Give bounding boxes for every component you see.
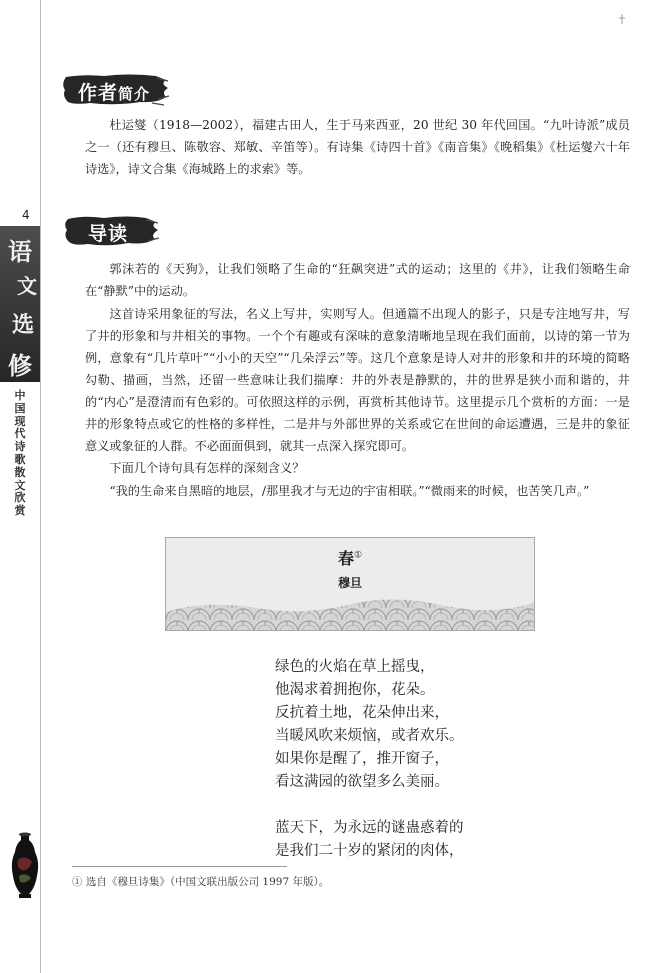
author-paragraph: 杜运燮（1918—2002），福建古田人，生于马来西亚，20 世纪 30 年代回国。“九叶诗派”成员之一（还有穆旦、陈敬容、郑敏、辛笛等）。有诗集《诗四十首》《南音集》《晚稻集》《杜运燮六十年诗选》，诗文合集《海城路上的求索》等。 bbox=[85, 118, 630, 176]
footnote-marker: ① bbox=[353, 550, 363, 561]
corner-mark bbox=[618, 14, 626, 24]
poem-line: 蓝天下，为永远的谜蛊惑着的 bbox=[275, 820, 464, 836]
poem-title-text: 春 bbox=[337, 549, 354, 568]
book-subtitle-vertical: 中国现代诗歌散文欣赏 bbox=[14, 389, 26, 518]
poem-header-box bbox=[165, 537, 535, 631]
guide-paragraph: 这首诗采用象征的写法，名义上写井，实则写人。但通篇不出现人的影子，只是专注地写井，写了井的形象和与井相关的事物。一个个有趣或有深味的意象清晰地呈现在我们面前，以诗的第一节为例，意象有“几片草叶”“小小的天空”“几朵浮云”等。这几个意象是诗人对井的形象和井的环境的简略勾勒、描画，当然，还留一些意味让我们揣摩：井的外表是静默的，井的世界是狭小而和谐的，井的“内心”是澄清而有色彩的。可依照这样的示例，再赏析其他诗节。这里提示几个赏析的方面：一是井的形象特点或它的性格的多样性，二是井与外部世界的关系或它在世间的命运遭遇，三是井的象征意义或象征的人群。不必面面俱到，就其一点深入探究即可。 bbox=[85, 307, 630, 453]
stanza-break bbox=[275, 794, 464, 817]
poem-line: 看这满园的欲望多么美丽。 bbox=[275, 774, 449, 790]
heading-text: 简介 bbox=[118, 85, 151, 103]
poem-line: 当暖风吹来烦恼，或者欢乐。 bbox=[275, 728, 464, 744]
side-band-char: 选 bbox=[12, 312, 35, 338]
side-band-char: 语 bbox=[8, 237, 32, 266]
poem-line: 是我们二十岁的紧闭的肉体， bbox=[275, 843, 464, 859]
poem-line: 绿色的火焰在草上摇曳， bbox=[275, 659, 435, 675]
wave-pattern bbox=[166, 596, 535, 630]
side-band bbox=[0, 226, 40, 382]
page-number: 4 bbox=[22, 208, 30, 222]
poem-title bbox=[166, 546, 534, 569]
poem-line: 他渴求着拥抱你，花朵。 bbox=[275, 682, 435, 698]
guide-question: 下面几个诗句具有怎样的深刻含义？ bbox=[109, 461, 305, 475]
footnote: ① 选自《穆旦诗集》（中国文联出版公司 1997 年版）。 bbox=[72, 876, 330, 888]
heading-text: 导读 bbox=[88, 223, 129, 245]
poem-author: 穆旦 bbox=[337, 576, 362, 590]
heading-text: 作者 bbox=[78, 82, 119, 104]
margin-line bbox=[40, 0, 41, 973]
side-band-char: 修 bbox=[8, 351, 32, 380]
guide-paragraph: 郭沫若的《天狗》，让我们领略了生命的“狂飙突进”式的运动；这里的《井》，让我们领略生命在“静默”中的运动。 bbox=[85, 262, 630, 298]
author-section-heading bbox=[60, 72, 170, 108]
vase-icon bbox=[10, 832, 40, 900]
footnote-rule bbox=[72, 866, 287, 867]
guide-section-heading bbox=[60, 213, 160, 249]
side-band-char: 文 bbox=[17, 274, 37, 298]
poem-body bbox=[275, 656, 464, 863]
poem-line: 如果你是醒了，推开窗子， bbox=[275, 751, 449, 767]
guide-quote: “我的生命来自黑暗的地层，/那里我才与无边的宇宙相联。”“微雨来的时候，也苦笑几声。” bbox=[109, 484, 590, 498]
poem-line: 反抗着土地，花朵伸出来， bbox=[275, 705, 449, 721]
